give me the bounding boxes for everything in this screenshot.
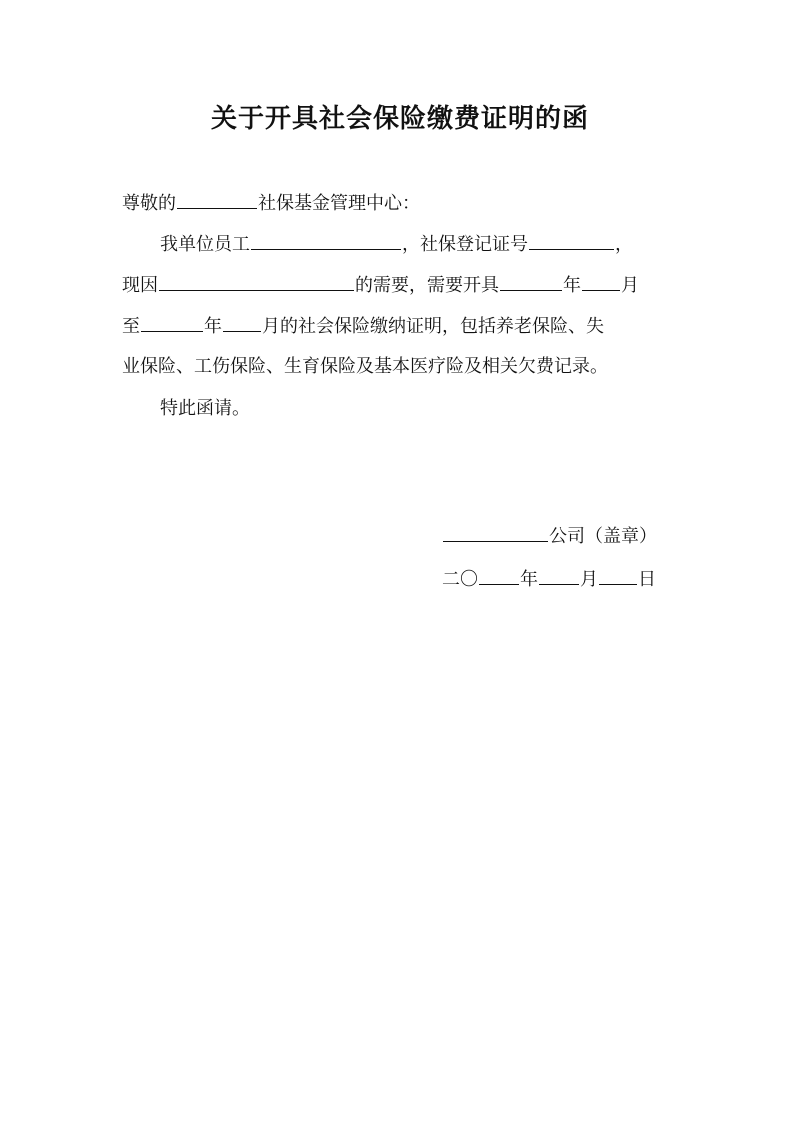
date-month-blank (539, 566, 579, 585)
reason-label: 现因 (122, 275, 158, 296)
company-name-blank (443, 523, 548, 542)
body-line-4 (122, 354, 608, 380)
date-month-label: 月 (580, 569, 598, 590)
reason-blank (159, 272, 354, 291)
insurance-list-text: 业保险、工伤保险、生育保险及基本医疗险及相关欠费记录。 (122, 356, 608, 377)
date-day-blank (599, 566, 637, 585)
body-line-3 (122, 313, 604, 340)
fund-center-name-blank (177, 190, 257, 209)
salutation-suffix: 社保基金管理中心： (258, 193, 420, 214)
end-month-blank (223, 313, 261, 332)
certificate-description: 月的社会保险缴纳证明，包括养老保险、失 (262, 316, 604, 337)
body-line-2 (122, 272, 639, 299)
date-prefix: 二〇 (442, 569, 478, 590)
year-label: 年 (204, 316, 222, 337)
closing-line (160, 396, 250, 422)
date-year-blank (479, 566, 519, 585)
signature-company-line (442, 523, 657, 550)
start-month-blank (582, 272, 620, 291)
month-label: 月 (621, 275, 639, 296)
document-title: 关于开具社会保险缴费证明的函 (210, 104, 589, 134)
date-day-label: 日 (638, 569, 656, 590)
company-seal-label: 公司（盖章） (549, 526, 657, 547)
signature-date-line (442, 566, 656, 593)
registration-number-label: ，社保登记证号 (402, 234, 528, 255)
to-label: 至 (122, 316, 140, 337)
salutation-prefix: 尊敬的 (122, 193, 176, 214)
purpose-text: 的需要，需要开具 (355, 275, 499, 296)
date-year-label: 年 (520, 569, 538, 590)
year-label: 年 (563, 275, 581, 296)
employee-label: 我单位员工 (160, 234, 250, 255)
registration-number-blank (529, 231, 614, 250)
closing-text: 特此函请。 (160, 398, 250, 419)
end-year-blank (141, 313, 203, 332)
salutation-line (122, 190, 420, 217)
comma-text: ， (615, 234, 633, 255)
employee-name-blank (251, 231, 401, 250)
body-line-1 (160, 231, 633, 258)
start-year-blank (500, 272, 562, 291)
